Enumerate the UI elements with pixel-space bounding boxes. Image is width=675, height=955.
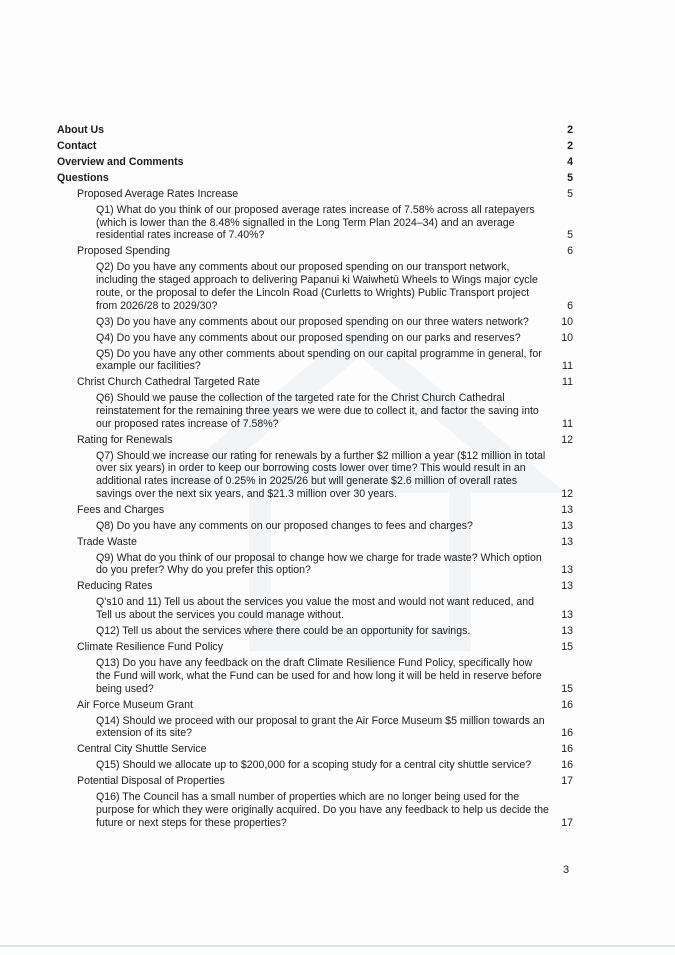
- toc-entry: [57, 156, 573, 169]
- toc-entry-title: Climate Resilience Fund Policy: [77, 641, 224, 654]
- toc-entry-title: Q2) Do you have any comments about our proposed spending on our transport network, including the staged approach to delivering Papanui ki Waiwhetū Wheels to Wings major cycle route, or the proposal to defer the Lincoln Road (Curletts to Wrights) Public Transport project from 2026/28 to 2029/30?: [96, 261, 538, 312]
- toc-entry: [57, 450, 573, 501]
- toc-entry-page: 16: [561, 759, 573, 772]
- toc-entry: [57, 657, 573, 695]
- toc-entry: [57, 596, 573, 621]
- toc-entry-page: 16: [561, 743, 573, 756]
- toc-entry-title: Questions: [57, 172, 109, 184]
- toc-entry-title: Central City Shuttle Service: [77, 743, 207, 756]
- toc-entry-title: Proposed Spending: [77, 245, 171, 258]
- toc-entry-page: 16: [561, 698, 573, 711]
- toc-entry-page: 11: [562, 360, 573, 373]
- toc-entry: [57, 536, 573, 549]
- toc-entry-page: 15: [561, 682, 573, 695]
- toc-entry: [57, 641, 573, 654]
- toc-entry-page: 11: [562, 376, 573, 389]
- toc-entry-title: Q6) Should we pause the collection of the targeted rate for the Christ Church Cathedral reinstatement for the remaining three years we were due to collect it, and factor the saving into our proposed rates increase of 7.58%?: [96, 392, 539, 430]
- toc-entry: [57, 188, 573, 201]
- toc-entry: [57, 316, 573, 329]
- toc-entry-title: Reducing Rates: [77, 580, 153, 593]
- toc-entry-title: Q15) Should we allocate up to $200,000 for a scoping study for a central city shuttle service?: [96, 759, 532, 772]
- toc-entry-page: 13: [561, 564, 573, 577]
- toc-entry-title: Proposed Average Rates Increase: [77, 188, 239, 200]
- table-of-contents: [57, 124, 573, 833]
- page-number: 3: [563, 864, 570, 876]
- toc-entry: [57, 376, 573, 389]
- toc-entry: [57, 140, 573, 153]
- toc-entry-page: 17: [561, 775, 573, 788]
- toc-entry: [57, 520, 573, 533]
- toc-entry: [57, 245, 573, 258]
- toc-entry-page: 4: [567, 156, 573, 168]
- toc-entry-page: 5: [567, 172, 573, 184]
- toc-entry-page: 13: [561, 535, 573, 548]
- toc-entry: [57, 625, 573, 638]
- toc-entry: [57, 124, 573, 137]
- toc-entry-page: 16: [561, 727, 573, 740]
- toc-entry-title: Air Force Museum Grant: [77, 698, 193, 711]
- toc-entry-title: Q3) Do you have any comments about our proposed spending on our three waters network?: [96, 315, 529, 328]
- toc-entry: [57, 791, 573, 829]
- toc-entry-page: 12: [561, 433, 573, 446]
- toc-entry-page: 13: [561, 519, 573, 532]
- toc-entry-title: Q13) Do you have any feedback on the draft Climate Resilience Fund Policy, specifically how the Fund will work, what the Fund can be used for and how long it will be held in reserve before being used?: [96, 657, 542, 695]
- toc-entry-title: Q9) What do you think of our proposal to change how we charge for trade waste? Which option do you prefer? Why do you prefer this option?: [96, 551, 542, 577]
- toc-entry: [57, 715, 573, 740]
- toc-entry-page: 5: [567, 229, 573, 242]
- toc-entry: [57, 504, 573, 517]
- toc-entry: [57, 552, 573, 577]
- toc-entry-page: 13: [561, 580, 573, 593]
- toc-entry-title: Q4) Do you have any comments about our proposed spending on our parks and reserves?: [96, 331, 521, 344]
- toc-entry-page: 10: [561, 315, 573, 328]
- toc-entry-title: Q5) Do you have any other comments about spending on our capital programme in general, for example our facilities?: [96, 347, 542, 373]
- toc-entry-title: Overview and Comments: [57, 156, 184, 168]
- toc-entry-page: 13: [561, 609, 573, 622]
- toc-entry: [57, 172, 573, 185]
- toc-entry-title: Q14) Should we proceed with our proposal to grant the Air Force Museum $5 million towards an extension of its site?: [96, 714, 545, 740]
- toc-entry-title: Q1) What do you think of our proposed average rates increase of 7.58% across all ratepayers (which is lower than the 8.48% signalled in the Long Term Plan 2024–34) and an average residential rates increase of 7.40%?: [96, 204, 535, 242]
- toc-entry-title: Q12) Tell us about the services where there could be an opportunity for savings.: [96, 625, 471, 638]
- toc-entry-title: Contact: [57, 140, 97, 152]
- scan-edge-line: [0, 945, 675, 947]
- toc-entry-title: About Us: [57, 124, 105, 136]
- toc-entry-title: Q7) Should we increase our rating for renewals by a further $2 million a year ($12 million in total over six years) in order to keep our borrowing costs lower over time? This would result in an additional rates increase of 0.25% in 2025/26 but will generate $2.6 million of overall rates savings over the next six years, and $21.3 million over 30 years.: [96, 449, 546, 500]
- toc-entry: [57, 434, 573, 447]
- toc-entry-page: 11: [562, 417, 573, 430]
- toc-entry-page: 2: [567, 140, 573, 152]
- toc-entry-title: Fees and Charges: [77, 503, 165, 516]
- toc-entry: [57, 775, 573, 788]
- toc-entry: [57, 699, 573, 712]
- toc-entry-title: Rating for Renewals: [77, 433, 173, 446]
- toc-entry-page: 6: [567, 245, 573, 258]
- toc-entry: [57, 580, 573, 593]
- toc-entry-page: 5: [567, 188, 573, 200]
- toc-entry-page: 15: [561, 641, 573, 654]
- toc-entry-page: 13: [561, 625, 573, 638]
- toc-entry-title: Q's10 and 11) Tell us about the services you value the most and would not want reduced, and Tell us about the services you could manage without.: [96, 596, 535, 622]
- toc-entry-page: 17: [561, 816, 573, 829]
- toc-entry: [57, 261, 573, 312]
- toc-entry: [57, 743, 573, 756]
- toc-entry-title: Christ Church Cathedral Targeted Rate: [77, 376, 260, 389]
- toc-entry: [57, 204, 573, 242]
- toc-entry-page: 10: [561, 331, 573, 344]
- toc-entry-page: 2: [567, 124, 573, 136]
- toc-entry-title: Q16) The Council has a small number of properties which are no longer being used for the purpose for which they were originally acquired. Do you have any feedback to help us decide the future or next steps for these properties?: [96, 791, 549, 829]
- toc-entry: [57, 348, 573, 373]
- toc-entry: [57, 392, 573, 430]
- toc-entry-title: Q8) Do you have any comments on our proposed changes to fees and charges?: [96, 519, 473, 532]
- toc-entry-title: Potential Disposal of Properties: [77, 775, 225, 788]
- toc-entry: [57, 332, 573, 345]
- toc-entry-page: 6: [567, 299, 573, 312]
- toc-entry-title: Trade Waste: [77, 535, 137, 548]
- toc-entry-page: 13: [561, 503, 573, 516]
- toc-entry-page: 12: [561, 487, 573, 500]
- toc-entry: [57, 759, 573, 772]
